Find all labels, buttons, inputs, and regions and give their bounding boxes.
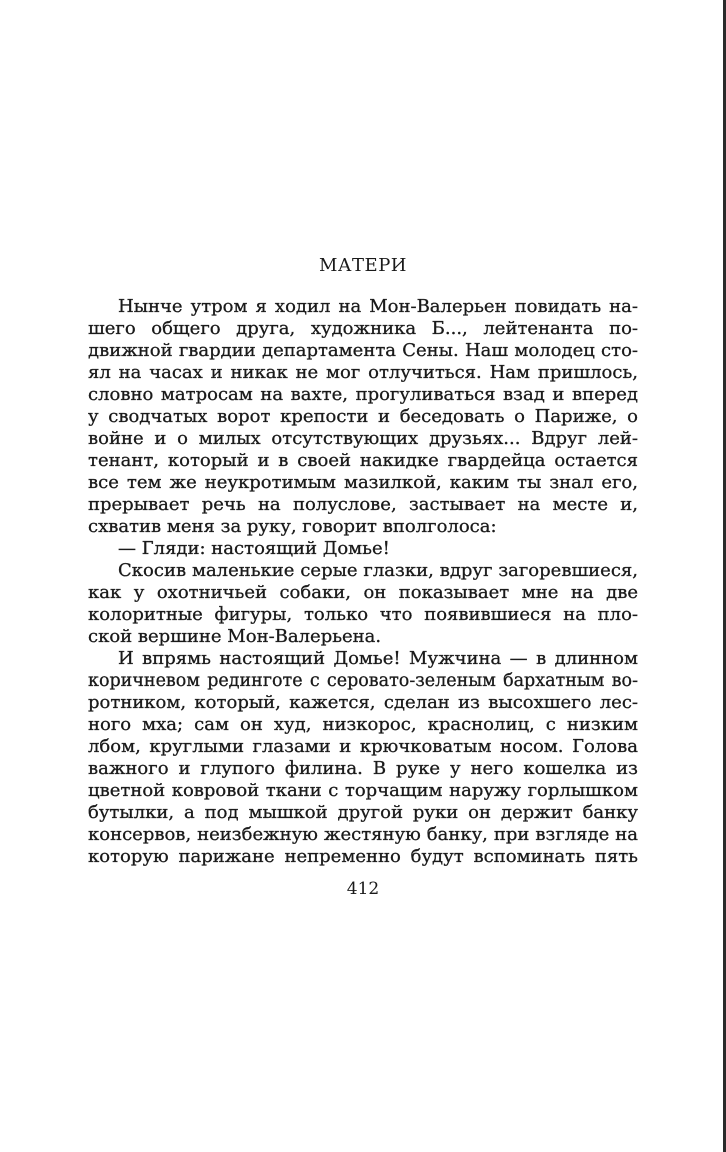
- text-line: цветной ковровой ткани с торчащим наружу горлышком: [88, 780, 638, 801]
- text-line: лбом, круглыми глазами и крючковатым носом. Голова: [88, 736, 638, 757]
- chapter-title: МАТЕРИ: [318, 255, 408, 276]
- text-line: важного и глупого филина. В руке у него кошелка из: [88, 758, 638, 779]
- page-number: 412: [346, 879, 380, 899]
- text-line: колоритные фигуры, только что появившиеся на пло-: [88, 604, 638, 625]
- text-line: И впрямь настоящий Домье! Мужчина — в длинном: [118, 648, 638, 669]
- text-line: ской вершине Мон-Валерьена.: [88, 626, 382, 647]
- text-line: ял на часах и никак не мог отлучиться. Нам пришлось,: [88, 362, 638, 383]
- text-line: войне и о милых отсутствующих друзьях... Вдруг лей-: [88, 428, 638, 449]
- text-line: прерывает речь на полуслове, застывает на месте и,: [88, 494, 638, 515]
- text-line: у сводчатых ворот крепости и беседовать о Париже, о: [88, 406, 638, 427]
- text-line: шего общего друга, художника Б..., лейтенанта по-: [88, 318, 638, 339]
- text-line: тенант, который и в своей накидке гвардейца остается: [88, 450, 638, 471]
- text-line: все тем же неукротимым мазилкой, каким ты знал его,: [88, 472, 638, 493]
- text-line: консервов, неизбежную жестяную банку, при взгляде на: [88, 824, 638, 845]
- text-line: словно матросам на вахте, прогуливаться взад и вперед: [88, 384, 638, 405]
- text-line: бутылки, а под мышкой другой руки он держит банку: [88, 802, 638, 823]
- text-line: — Гляди: настоящий Домье!: [118, 538, 390, 559]
- text-line: Скосив маленькие серые глазки, вдруг загоревшиеся,: [118, 560, 638, 581]
- text-line: которую парижане непременно будут вспоминать пять: [88, 846, 638, 867]
- text-line: движной гвардии департамента Сены. Наш молодец сто-: [88, 340, 638, 361]
- text-line: как у охотничьей собаки, он показывает мне на две: [88, 582, 638, 603]
- text-line: ротником, который, кажется, сделан из высохшего лес-: [88, 692, 638, 713]
- text-line: ного мха; сам он худ, низкорос, краснолиц, с низким: [88, 714, 638, 735]
- text-line: коричневом рединготе с серовато-зеленым бархатным во-: [88, 671, 638, 691]
- text-line: схватив меня за руку, говорит вполголоса:: [88, 516, 497, 537]
- text-line: Нынче утром я ходил на Мон-Валерьен повидать на-: [118, 296, 638, 317]
